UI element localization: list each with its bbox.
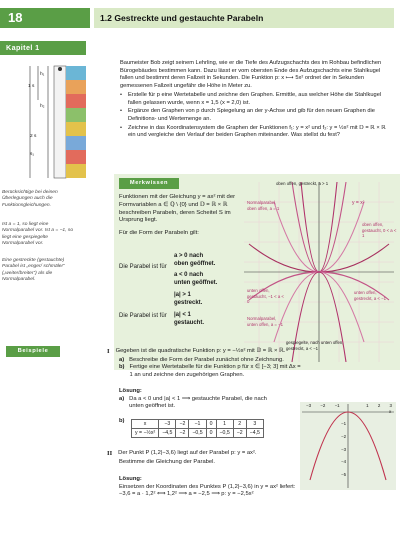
- graph-label-right-mid: oben offen, gestaucht, 0 < a < 1: [362, 222, 397, 239]
- shaft-label-s1: s₁: [30, 152, 35, 157]
- x-tick-label: 3: [389, 403, 392, 408]
- graph-label-left-bottom: Normalparabel, unten offen, a = −1: [247, 316, 283, 327]
- task-list: [120, 92, 392, 139]
- table-row: [132, 429, 264, 438]
- example-graph-x-ticks: [306, 403, 392, 409]
- case-a-negative: [174, 272, 244, 287]
- section-title: 1.2 Gestreckte und gestauchte Parabeln: [94, 8, 394, 28]
- example-numeral: II: [107, 450, 113, 457]
- graph-label-right-top: y = x²: [352, 200, 365, 206]
- example-task: Bestimme die Gleichung der Parabel.: [119, 458, 216, 465]
- graph-label-top: oben offen, gestreckt, a > 1: [276, 181, 329, 186]
- example-graph-y-ticks: [341, 418, 346, 482]
- graph-label-bottom: gespiegelte, nach unten offen, gestreckt, a < −1: [286, 340, 344, 351]
- y-tick-label: −2: [341, 433, 347, 439]
- case-result: unten geöffnet.: [174, 279, 218, 286]
- page-number: 18: [0, 8, 90, 28]
- solution-a: Da a < 0 und |a| < 1 ⟹ gestauchte Parabel, die nach unten geöffnet ist.: [129, 395, 267, 410]
- y-tick-label: −5: [341, 472, 347, 478]
- table-cell: 0: [206, 429, 216, 438]
- example-task-b: Fertige eine Wertetabelle für die Funktion p für x ∈ [−3; 3] mit Δx = 1 an und zeichne den zugehörigen Graphen.: [129, 364, 301, 378]
- x-tick-label: 1: [366, 403, 369, 408]
- case-condition: |a| < 1: [174, 312, 191, 318]
- task-item: • Erstelle für p eine Wertetabelle und zeichne den Graphen. Ermittle, aus welcher Höhe die Stahlkugel fallen gelassen wurde, wenn x = 1,5 (x = 2,0) ist.: [120, 92, 392, 107]
- merkwissen-definition: Funktionen mit der Gleichung y = ax² mit der Formvariablen a ∈ ℚ \ {0} und 𝔻 = ℝ × ℝ beschreiben Parabeln, deren Scheitel S im Ursprung liegt.: [119, 194, 236, 224]
- example-title: Der Punkt P (1,2|−3,6) liegt auf der Parabel p: y = ax².: [118, 450, 257, 456]
- table-cell: y = −½x²: [132, 429, 159, 438]
- solution-heading: Lösung:: [119, 476, 142, 482]
- graph-label-left-top: Normalparabel, oben offen, a = 1: [247, 200, 280, 211]
- x-tick-label: −1: [334, 403, 340, 408]
- side-note-2: Ist a = 1, so liegt eine Normalparabel vor. Ist a = −1, so liegt eine gespiegelte Normalparabel vor.: [2, 222, 74, 246]
- shaft-label-1s: 1 s: [28, 84, 35, 89]
- merkwissen-text: [119, 194, 243, 238]
- value-table: [131, 419, 264, 438]
- intro-paragraph: Baumeister Bob zeigt seinem Lehrling, wie er die Tiefe des Aufzugschachts des im Rohbau befindlichen Bürogebäudes bestimmen kann. Dazu lässt er vom obersten Ende des Aufzugschachts eine Stahlkugel fallen und bestimmt deren Fallzeit in Sekunden. Die Funktion p: x ⟼ 5x² ordnet der in Sekunden gemessenen Fallzeit ungefähr die Höhe in Meter zu.: [120, 60, 382, 89]
- solution-line: Einsetzen der Koordinaten des Punktes P (1,2|−3,6) in y = ax² liefert:: [119, 483, 296, 490]
- case-a-positive: [174, 253, 244, 268]
- example-II: [107, 450, 297, 466]
- table-cell: −2: [233, 429, 246, 438]
- shaft-label-2s: 2 s: [30, 134, 37, 139]
- x-tick-label: 2: [377, 403, 381, 408]
- case-result: gestreckt.: [174, 299, 203, 306]
- table-cell: 2: [233, 420, 246, 429]
- table-cell: 3: [246, 420, 263, 429]
- example-title: Gegeben ist die quadratische Funktion p: y = −½x² mit 𝔻 = ℝ × ℝ.: [115, 348, 286, 354]
- table-cell: −2: [176, 420, 189, 429]
- shaft-label-h1: h₁: [40, 72, 45, 77]
- example-I: I Gegeben ist die quadratische Funktion p: y = −½x² mit 𝔻 = ℝ × ℝ. a) Beschreibe die Form der Parabel zunächst ohne Zeichnung. b) Fertige eine Wertetabelle für die Funktion p für x ∈ [−3; 3] mit Δx = 1 an und zeichne den zugehörigen Graphen.: [107, 348, 395, 380]
- case-result: oben geöffnet.: [174, 260, 216, 267]
- solution-I: Lösung: a) Da a < 0 und |a| < 1 ⟹ gestauchte Parabel, die nach unten geöffnet ist.: [119, 388, 269, 411]
- table-cell: 1: [216, 420, 233, 429]
- value-table-wrapper: b): [119, 418, 125, 424]
- shaft-label-h2: h₂: [40, 104, 45, 109]
- solution-heading: Lösung:: [119, 388, 142, 394]
- y-tick-label: −3: [341, 446, 347, 452]
- table-cell: −3: [159, 420, 176, 429]
- task-item: • Ergänze den Graphen von p durch Spiegelung an der y-Achse und gib für den neuen Graphen die Definitions- und Wertemenge an.: [120, 108, 392, 123]
- case-stretched: [174, 292, 244, 307]
- table-cell: 0: [206, 420, 216, 429]
- table-cell: −1: [189, 420, 206, 429]
- elevator-shaft-illustration: [20, 60, 90, 185]
- y-tick-label: −1: [341, 421, 347, 426]
- table-cell: −0,5: [189, 429, 206, 438]
- graph-label-left-low: unten offen, gestaucht, −1 < a < 0: [247, 288, 284, 305]
- case-prefix: Die Parabel ist für: [119, 313, 167, 319]
- task-item: • Zeichne in das Koordinatensystem die Graphen der Funktionen f₁: y = x² und f₂: y = ½x² mit 𝔻 = ℝ × ℝ ein und vergleiche den Verlauf der beiden Graphen miteinander. Was stellst du fest?: [120, 125, 392, 140]
- graph-label-right-low: unten offen, gestreckt, a < −1: [354, 290, 387, 301]
- table-cell: x: [132, 420, 159, 429]
- example-numeral: I: [107, 348, 110, 355]
- table-cell: −4,5: [159, 429, 176, 438]
- beispiele-label: Beispiele: [6, 346, 60, 357]
- solution-II: [119, 476, 349, 499]
- example-graph-x-label: x: [389, 409, 392, 414]
- solution-line: −3,6 = a · 1,2² ⟺ 1,2² ⟹ a = −2,5 ⟹ p: y = −2,5x²: [119, 491, 254, 498]
- side-note-3: Eine gestreckte (gestauchte) Parabel ist „enger/ schmäler“ („weiter/breiter“) als die Normalparabel.: [2, 258, 65, 282]
- case-result: gestaucht.: [174, 319, 205, 326]
- table-row: [132, 420, 264, 429]
- table-cell: −4,5: [246, 429, 263, 438]
- case-condition: |a| > 1: [174, 292, 191, 298]
- case-prefix: Die Parabel ist für: [119, 264, 167, 270]
- y-tick-label: −4: [341, 459, 347, 465]
- case-compressed: [174, 312, 244, 327]
- x-tick-label: −2: [320, 403, 326, 408]
- side-note-1: Berücksichtige bei deinen Überlegungen auch die Funktionsgleichungen.: [2, 190, 58, 208]
- case-condition: a > 0 nach: [174, 253, 204, 259]
- merkwissen-label: Merkwissen: [119, 178, 179, 189]
- intro-section: [120, 60, 392, 141]
- x-tick-label: −3: [306, 403, 312, 408]
- chapter-tab: Kapitel 1: [0, 41, 86, 55]
- case-condition: a < 0 nach: [174, 272, 204, 278]
- merkwissen-form-intro: Für die Form der Parabeln gilt:: [119, 230, 199, 237]
- table-cell: −0,5: [216, 429, 233, 438]
- table-cell: −2: [176, 429, 189, 438]
- example-task-a: Beschreibe die Form der Parabel zunächst ohne Zeichnung.: [129, 356, 284, 363]
